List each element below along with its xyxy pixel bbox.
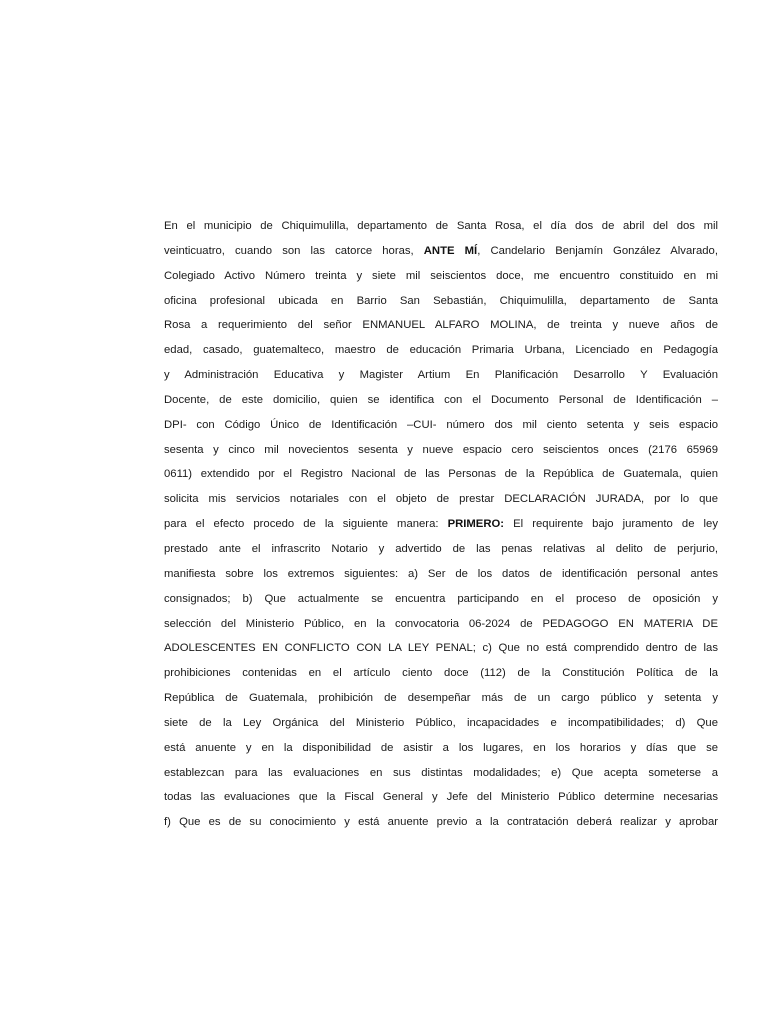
document-line: [164, 661, 718, 686]
document-line: [164, 512, 718, 537]
document-line: [164, 785, 718, 810]
text-segment: , Candelario Benjamín González Alvarado,: [477, 244, 718, 257]
text-segment: establezcan para las evaluaciones en sus distintas modalidades; e) Que acepta someterse a: [164, 766, 718, 779]
text-segment: siete de la Ley Orgánica del Ministerio Público, incapacidades e incompatibilidades; d) Que: [164, 716, 718, 729]
text-segment: En el municipio de Chiquimulilla, departamento de Santa Rosa, el día dos de abril del dos mil: [164, 220, 718, 232]
text-segment: solicita mis servicios notariales con el objeto de prestar DECLARACIÓN JURADA, por lo que: [164, 493, 718, 506]
document-line: [164, 810, 718, 835]
text-segment: 0611) extendido por el Registro Nacional de las Personas de la República de Guatemala, quien: [164, 468, 718, 481]
text-segment: prohibiciones contenidas en el artículo ciento doce (112) de la Constitución Política de la: [164, 667, 718, 680]
text-segment: manifiesta sobre los extremos siguientes: a) Ser de los datos de identificación personal antes: [164, 567, 718, 580]
text-segment: Rosa a requerimiento del señor ENMANUEL ALFARO MOLINA, de treinta y nueve años de: [164, 319, 718, 332]
text-segment: veinticuatro, cuando son las catorce horas,: [164, 244, 424, 257]
text-segment: para el efecto procedo de la siguiente manera:: [164, 518, 448, 531]
document-line: [164, 537, 718, 562]
text-segment: ADOLESCENTES EN CONFLICTO CON LA LEY PENAL; c) Que no está comprendido dentro de las: [164, 642, 718, 655]
document-line: [164, 711, 718, 736]
document-line: [164, 413, 718, 438]
text-segment: oficina profesional ubicada en Barrio San Sebastián, Chiquimulilla, departamento de Santa: [164, 294, 718, 307]
document-line: [164, 612, 718, 637]
document-line: [164, 562, 718, 587]
document-line: [164, 313, 718, 338]
document-line: [164, 338, 718, 363]
document-line: [164, 462, 718, 487]
text-segment: El requirente bajo juramento de ley: [504, 518, 718, 531]
document-line: [164, 289, 718, 314]
document-line: [164, 636, 718, 661]
document-line: [164, 239, 718, 264]
document-body: [164, 214, 718, 835]
document-line: [164, 214, 718, 239]
document-line: [164, 587, 718, 612]
document-line: [164, 264, 718, 289]
text-segment: prestado ante el infrascrito Notario y advertido de las penas relativas al delito de perjurio,: [164, 542, 718, 555]
document-line: [164, 487, 718, 512]
text-segment: y Administración Educativa y Magister Artium En Planificación Desarrollo Y Evaluación: [164, 369, 718, 382]
text-segment: f) Que es de su conocimiento y está anuente previo a la contratación deberá realizar y aprobar: [164, 816, 718, 829]
text-segment: todas las evaluaciones que la Fiscal General y Jefe del Ministerio Público determine necesarias: [164, 791, 718, 804]
text-segment: selección del Ministerio Público, en la convocatoria 06-2024 de PEDAGOGO EN MATERIA DE: [164, 617, 718, 630]
text-segment: está anuente y en la disponibilidad de asistir a los lugares, en los horarios y días que se: [164, 741, 718, 754]
document-line: [164, 363, 718, 388]
text-segment: sesenta y cinco mil novecientos sesenta y nueve espacio cero seiscientos onces (2176 65969: [164, 443, 718, 456]
document-line: [164, 736, 718, 761]
text-segment: Docente, de este domicilio, quien se identifica con el Documento Personal de Identificación –: [164, 393, 718, 406]
bold-text: PRIMERO:: [447, 518, 505, 531]
document-line: [164, 438, 718, 463]
text-segment: edad, casado, guatemalteco, maestro de educación Primaria Urbana, Licenciado en Pedagogía: [164, 344, 718, 357]
text-segment: Colegiado Activo Número treinta y siete mil seiscientos doce, me encuentro constituido en mi: [164, 269, 718, 282]
document-line: [164, 686, 718, 711]
document-line: [164, 388, 718, 413]
text-segment: República de Guatemala, prohibición de desempeñar más de un cargo público y setenta y: [164, 692, 718, 705]
text-segment: DPI- con Código Único de Identificación –CUI- número dos mil ciento setenta y seis espacio: [164, 418, 718, 431]
text-segment: consignados; b) Que actualmente se encuentra participando en el proceso de oposición y: [164, 592, 718, 605]
document-line: [164, 761, 718, 786]
bold-text: ANTE MÍ: [423, 244, 478, 257]
